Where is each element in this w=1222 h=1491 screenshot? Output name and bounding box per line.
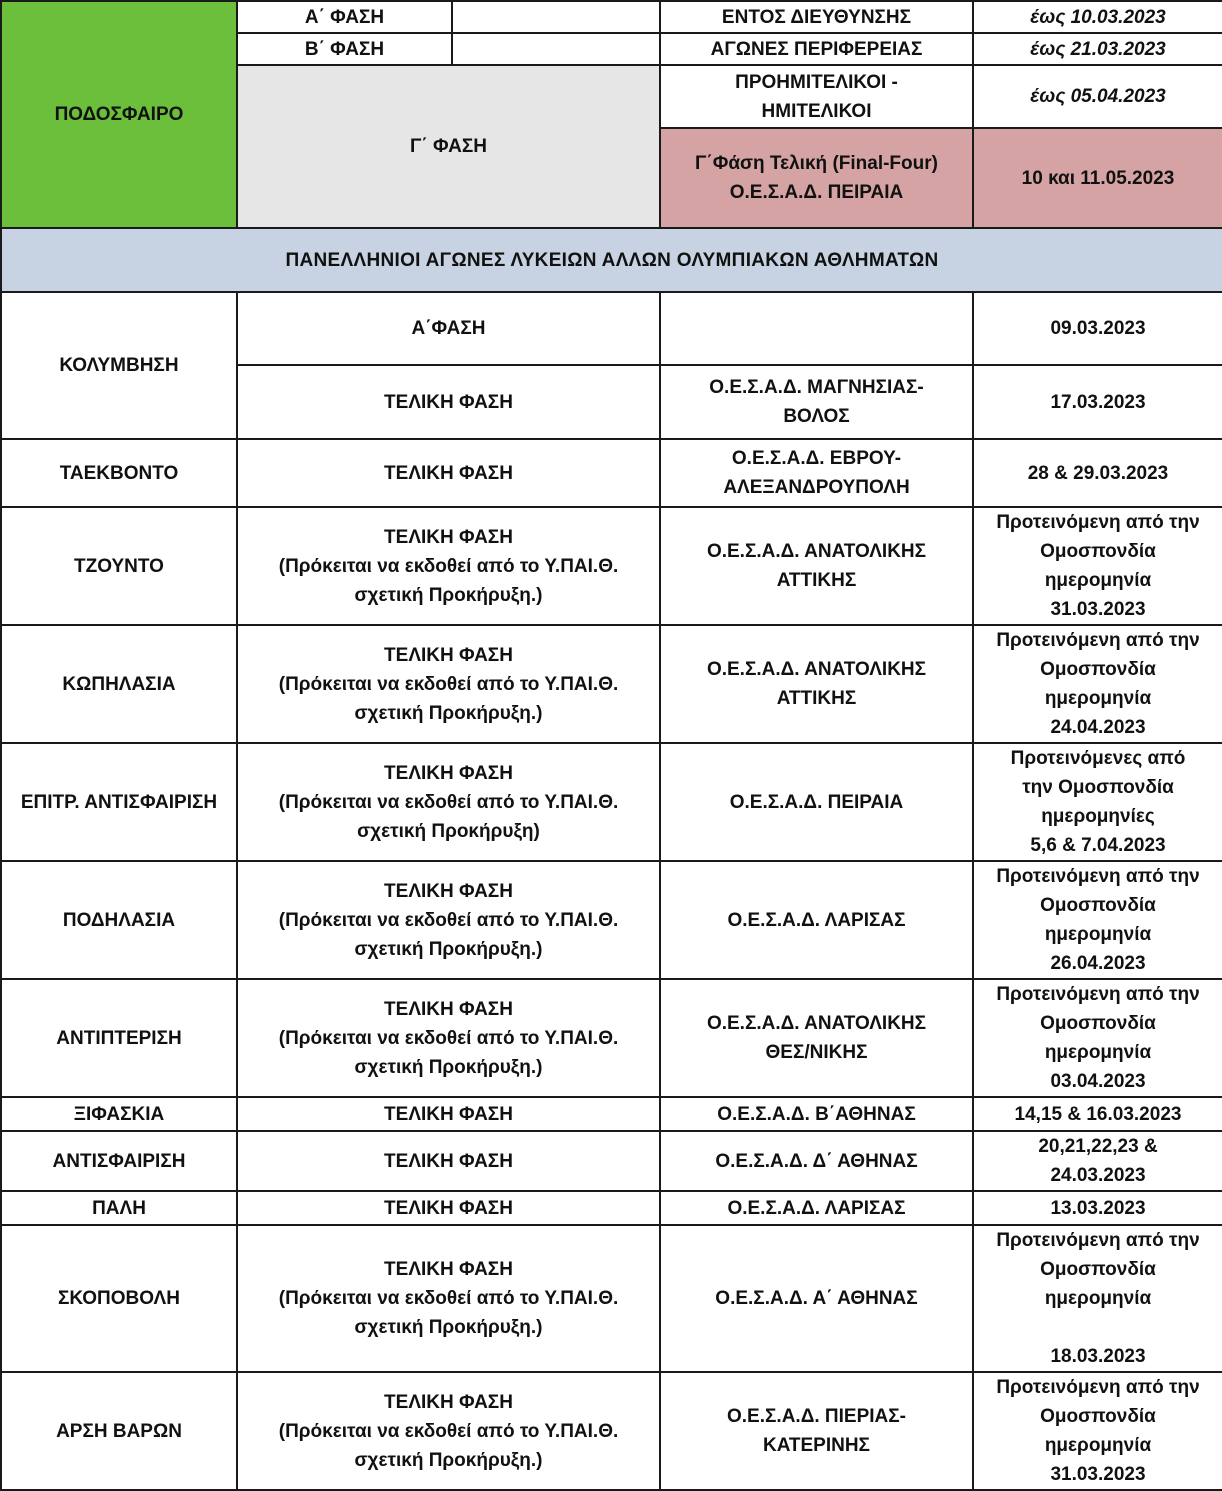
venue-text: Ο.Ε.Σ.Α.Δ. ΕΒΡΟΥ- ΑΛΕΞΑΝΔΡΟΥΠΟΛΗ: [723, 448, 910, 498]
swimming-venue-2-text: Ο.Ε.Σ.Α.Δ. ΜΑΓΝΗΣΙΑΣ- ΒΟΛΟΣ: [709, 377, 924, 427]
phase-cell: [237, 1191, 660, 1225]
venue-text: Ο.Ε.Σ.Α.Δ. ΛΑΡΙΣΑΣ: [727, 909, 906, 931]
football-phase-b-date: έως 21.03.2023: [973, 33, 1222, 65]
venue-text: Ο.Ε.Σ.Α.Δ. ΑΝΑΤΟΛΙΚΗΣ ΑΤΤΙΚΗΣ: [706, 541, 927, 591]
date-text: Προτεινόμενη από την Ομοσπονδία ημερομηνία 26.04.2023: [996, 866, 1200, 974]
sport-cell: ΕΠΙΤΡ. ΑΝΤΙΣΦΑΙΡΙΣΗ: [1, 743, 237, 861]
table-row: [1, 625, 1222, 743]
table-row: [1, 439, 1222, 507]
swimming-row-phase-1: [1, 292, 1222, 365]
phase-cell: [237, 861, 660, 979]
venue-cell: [660, 743, 973, 861]
date-cell: [973, 979, 1222, 1097]
phase-cell: [237, 743, 660, 861]
sport-cell: ΑΡΣΗ ΒΑΡΩΝ: [1, 1372, 237, 1490]
phase-cell: [237, 1097, 660, 1131]
phase-text: ΤΕΛΙΚΗ ΦΑΣΗ: [384, 462, 513, 484]
phase-cell: [237, 625, 660, 743]
sport-football: ΠΟΔΟΣΦΑΙΡΟ: [1, 1, 237, 228]
football-phase-a-round: ΕΝΤΟΣ ΔΙΕΥΘΥΝΣΗΣ: [660, 1, 973, 33]
table-row: [1, 1191, 1222, 1225]
football-phase-b-round: ΑΓΩΝΕΣ ΠΕΡΙΦΕΡΕΙΑΣ: [660, 33, 973, 65]
table-row: [1, 979, 1222, 1097]
phase-text: ΤΕΛΙΚΗ ΦΑΣΗ (Πρόκειται να εκδοθεί από το Υ.ΠΑΙ.Θ. σχετική Προκήρυξη.): [278, 526, 619, 606]
sport-cell: ΠΑΛΗ: [1, 1191, 237, 1225]
sport-cell: ΤΖΟΥΝΤΟ: [1, 507, 237, 625]
football-phase-a-date: έως 10.03.2023: [973, 1, 1222, 33]
football-phase-c-final-round: [660, 128, 973, 228]
phase-text: ΤΕΛΙΚΗ ΦΑΣΗ (Πρόκειται να εκδοθεί από το Υ.ΠΑΙ.Θ. σχετική Προκήρυξη.): [278, 1259, 619, 1338]
venue-text: Ο.Ε.Σ.Α.Δ. Β΄ΑΘΗΝΑΣ: [717, 1103, 916, 1125]
date-cell: [973, 1131, 1222, 1191]
swimming-phase-1: Α΄ΦΑΣΗ: [237, 292, 660, 365]
venue-cell: [660, 1131, 973, 1191]
venue-cell: [660, 1372, 973, 1490]
phase-cell: [237, 1131, 660, 1191]
date-cell: [973, 1225, 1222, 1372]
section-title: ΠΑΝΕΛΛΗΝΙΟΙ ΑΓΩΝΕΣ ΛΥΚΕΙΩΝ ΑΛΛΩΝ ΟΛΥΜΠΙΑΚΩΝ ΑΘΛΗΜΑΤΩΝ: [1, 228, 1222, 292]
football-phase-c-semi-round-text: ΠΡΟΗΜΙΤΕΛΙΚΟΙ - ΗΜΙΤΕΛΙΚΟΙ: [735, 71, 898, 122]
venue-text: Ο.Ε.Σ.Α.Δ. Δ΄ ΑΘΗΝΑΣ: [715, 1150, 918, 1172]
table-row: [1, 743, 1222, 861]
venue-cell: [660, 625, 973, 743]
section-band-row: [1, 228, 1222, 292]
venue-text: Ο.Ε.Σ.Α.Δ. ΑΝΑΤΟΛΙΚΗΣ ΑΤΤΙΚΗΣ: [706, 659, 927, 709]
date-text: Προτεινόμενη από την Ομοσπονδία ημερομηνία 31.03.2023: [996, 1377, 1200, 1485]
football-phase-c-final-date: 10 και 11.05.2023: [973, 128, 1222, 228]
date-cell: [973, 1097, 1222, 1131]
venue-text: Ο.Ε.Σ.Α.Δ. ΑΝΑΤΟΛΙΚΗΣ ΘΕΣ/ΝΙΚΗΣ: [706, 1013, 927, 1063]
football-phase-b-blank: [452, 33, 660, 65]
football-phase-c-final-round-text: Γ΄Φάση Τελική (Final-Four) Ο.Ε.Σ.Α.Δ. ΠΕΙΡΑΙΑ: [695, 153, 938, 203]
venue-cell: [660, 861, 973, 979]
phase-text: ΤΕΛΙΚΗ ΦΑΣΗ (Πρόκειται να εκδοθεί από το Υ.ΠΑΙ.Θ. σχετική Προκήρυξη.): [278, 880, 619, 960]
venue-text: Ο.Ε.Σ.Α.Δ. ΛΑΡΙΣΑΣ: [727, 1197, 906, 1219]
sport-cell: ΑΝΤΙΣΦΑΙΡΙΣΗ: [1, 1131, 237, 1191]
date-cell: [973, 625, 1222, 743]
phase-text: ΤΕΛΙΚΗ ΦΑΣΗ: [384, 1150, 513, 1172]
phase-cell: [237, 507, 660, 625]
venue-cell: [660, 439, 973, 507]
date-text: Προτεινόμενη από την Ομοσπονδία ημερομηνία 18.03.2023: [996, 1230, 1200, 1367]
phase-cell: [237, 439, 660, 507]
phase-cell: [237, 979, 660, 1097]
table-row: [1, 1225, 1222, 1372]
sport-cell: ΤΑΕΚΒΟΝΤΟ: [1, 439, 237, 507]
phase-text: ΤΕΛΙΚΗ ΦΑΣΗ (Πρόκειται να εκδοθεί από το Υ.ΠΑΙ.Θ. σχετική Προκήρυξη.): [278, 644, 619, 724]
sport-cell: ΠΟΔΗΛΑΣΙΑ: [1, 861, 237, 979]
date-text: Προτεινόμενες από την Ομοσπονδία ημερομηνίες 5,6 & 7.04.2023: [1010, 748, 1186, 856]
phase-cell: [237, 1372, 660, 1490]
table-row: [1, 861, 1222, 979]
venue-text: Ο.Ε.Σ.Α.Δ. ΠΙΕΡΙΑΣ- ΚΑΤΕΡΙΝΗΣ: [727, 1406, 906, 1456]
football-phase-b-label: Β΄ ΦΑΣΗ: [237, 33, 452, 65]
football-row-phase-a: [1, 1, 1222, 33]
venue-cell: [660, 1191, 973, 1225]
football-phase-a-blank: [452, 1, 660, 33]
swimming-venue-2: [660, 365, 973, 439]
date-cell: [973, 507, 1222, 625]
date-cell: [973, 743, 1222, 861]
sport-swimming: ΚΟΛΥΜΒΗΣΗ: [1, 292, 237, 439]
venue-text: Ο.Ε.Σ.Α.Δ. ΠΕΙΡΑΙΑ: [729, 791, 904, 813]
swimming-phase-2: ΤΕΛΙΚΗ ΦΑΣΗ: [237, 365, 660, 439]
date-cell: [973, 1191, 1222, 1225]
date-text: 14,15 & 16.03.2023: [1014, 1103, 1182, 1125]
phase-text: ΤΕΛΙΚΗ ΦΑΣΗ (Πρόκειται να εκδοθεί από το Υ.ΠΑΙ.Θ. σχετική Προκήρυξη.): [278, 1391, 619, 1471]
phase-text: ΤΕΛΙΚΗ ΦΑΣΗ: [384, 1103, 513, 1125]
date-text: Προτεινόμενη από την Ομοσπονδία ημερομηνία 24.04.2023: [996, 630, 1200, 738]
date-cell: [973, 861, 1222, 979]
venue-cell: [660, 1225, 973, 1372]
date-text: 13.03.2023: [1050, 1197, 1146, 1219]
venue-cell: [660, 979, 973, 1097]
date-text: Προτεινόμενη από την Ομοσπονδία ημερομηνία 03.04.2023: [996, 984, 1200, 1092]
phase-text: ΤΕΛΙΚΗ ΦΑΣΗ: [384, 1197, 513, 1219]
phase-cell: [237, 1225, 660, 1372]
football-phase-c-semi-date: έως 05.04.2023: [973, 65, 1222, 128]
phase-text: ΤΕΛΙΚΗ ΦΑΣΗ (Πρόκειται να εκδοθεί από το Υ.ΠΑΙ.Θ. σχετική Προκήρυξη.): [278, 998, 619, 1078]
sport-cell: ΣΚΟΠΟΒΟΛΗ: [1, 1225, 237, 1372]
sport-cell: ΑΝΤΙΠΤΕΡΙΣΗ: [1, 979, 237, 1097]
table-row: [1, 1131, 1222, 1191]
sport-cell: ΚΩΠΗΛΑΣΙΑ: [1, 625, 237, 743]
venue-text: Ο.Ε.Σ.Α.Δ. Α΄ ΑΘΗΝΑΣ: [715, 1288, 918, 1309]
date-cell: [973, 439, 1222, 507]
date-text: 28 & 29.03.2023: [1027, 462, 1169, 484]
football-phase-c-semi-round: [660, 65, 973, 128]
football-phase-c-label: Γ΄ ΦΑΣΗ: [237, 65, 660, 228]
date-cell: [973, 1372, 1222, 1490]
table-row: [1, 1097, 1222, 1131]
swimming-date-2: 17.03.2023: [973, 365, 1222, 439]
venue-cell: [660, 1097, 973, 1131]
venue-cell: [660, 507, 973, 625]
swimming-date-1: 09.03.2023: [973, 292, 1222, 365]
phase-text: ΤΕΛΙΚΗ ΦΑΣΗ (Πρόκειται να εκδοθεί από το Υ.ΠΑΙ.Θ. σχετική Προκήρυξη): [278, 762, 619, 842]
swimming-venue-1: [660, 292, 973, 365]
date-text: 20,21,22,23 & 24.03.2023: [1038, 1136, 1158, 1186]
sport-cell: ΞΙΦΑΣΚΙΑ: [1, 1097, 237, 1131]
date-text: Προτεινόμενη από την Ομοσπονδία ημερομηνία 31.03.2023: [996, 512, 1200, 620]
football-phase-a-label: Α΄ ΦΑΣΗ: [237, 1, 452, 33]
table-row: [1, 507, 1222, 625]
table-row: [1, 1372, 1222, 1490]
